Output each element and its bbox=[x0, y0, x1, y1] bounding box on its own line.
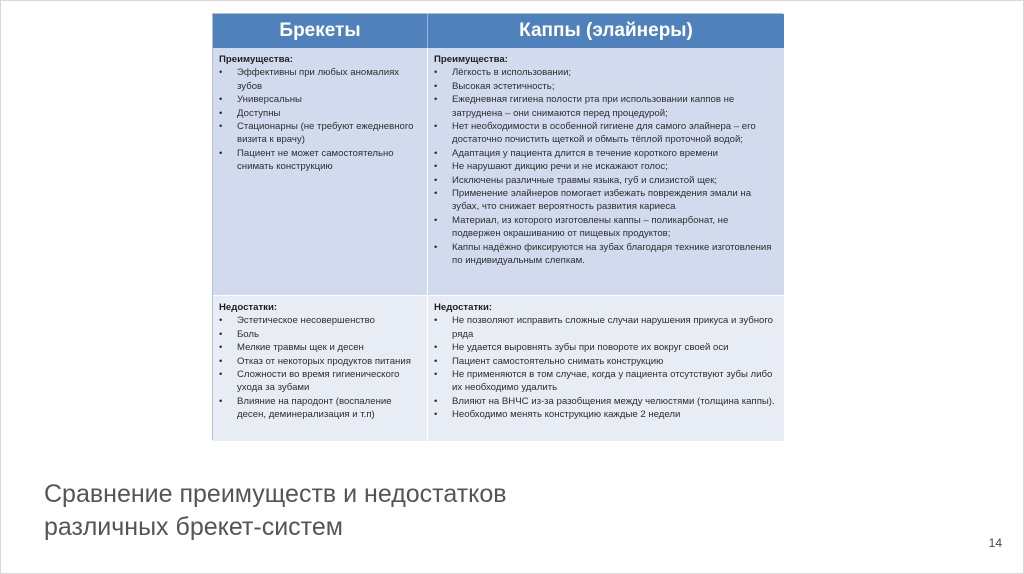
list-item: • Не применяются в том случае, когда у пациента отсутствуют зубы либо их необходимо удалить bbox=[434, 368, 778, 395]
aligners-pros-title: Преимущества: bbox=[434, 54, 508, 65]
list-item: • Влияют на ВНЧС из-за разобщения между челюстями (толщина каппы). bbox=[434, 395, 778, 408]
list-item: • Применение элайнеров помогает избежать повреждения эмали на зубах, что снижает вероятность развития кариеса bbox=[434, 187, 778, 214]
braces-cons-list bbox=[219, 314, 421, 421]
list-item: • Адаптация у пациента длится в течение короткого времени bbox=[434, 147, 778, 160]
list-item: • Не удается выровнять зубы при повороте их вокруг своей оси bbox=[434, 341, 778, 354]
aligners-cons-title: Недостатки: bbox=[434, 302, 493, 313]
braces-pros-cell bbox=[213, 48, 427, 296]
slide-title-line-1: Сравнение преимуществ и недостатков bbox=[44, 480, 507, 508]
aligners-pros-list bbox=[434, 66, 778, 267]
list-item: • Мелкие травмы щек и десен bbox=[219, 341, 421, 354]
slide-title bbox=[44, 478, 744, 544]
comparison-table bbox=[212, 13, 783, 440]
list-item: • Ежедневная гигиена полости рта при использовании каппов не затруднена – они снимаются перед процедурой; bbox=[434, 93, 778, 120]
braces-cons-cell bbox=[213, 296, 427, 441]
aligners-cons-cell bbox=[427, 296, 784, 441]
list-item: • Доступны bbox=[219, 107, 421, 120]
list-item: • Высокая эстетичность; bbox=[434, 80, 778, 93]
header-braces: Брекеты bbox=[213, 14, 427, 48]
list-item: • Нет необходимости в особенной гигиене для самого элайнера – его достаточно почистить щеткой и обмыть тёплой проточной водой; bbox=[434, 120, 778, 147]
list-item: • Стационарны (не требуют ежедневного визита к врачу) bbox=[219, 120, 421, 147]
list-item: • Универсальны bbox=[219, 93, 421, 106]
page-number: 14 bbox=[988, 536, 1002, 550]
list-item: • Лёгкость в использовании; bbox=[434, 66, 778, 79]
list-item: • Необходимо менять конструкцию каждые 2 недели bbox=[434, 408, 778, 421]
list-item: • Пациент самостоятельно снимать конструкцию bbox=[434, 355, 778, 368]
list-item: • Боль bbox=[219, 328, 421, 341]
list-item: • Отказ от некоторых продуктов питания bbox=[219, 355, 421, 368]
slide-title-line-2: различных брекет-систем bbox=[44, 513, 343, 541]
list-item: • Исключены различные травмы языка, губ и слизистой щек; bbox=[434, 174, 778, 187]
list-item: • Каппы надёжно фиксируются на зубах благодаря технике изготовления по индивидуальным слепкам. bbox=[434, 241, 778, 268]
braces-cons-title: Недостатки: bbox=[219, 302, 278, 313]
list-item: • Не позволяют исправить сложные случаи нарушения прикуса и зубного ряда bbox=[434, 314, 778, 341]
aligners-cons-list bbox=[434, 314, 778, 421]
list-item: • Не нарушают дикцию речи и не искажают голос; bbox=[434, 160, 778, 173]
list-item: • Сложности во время гигиенического ухода за зубами bbox=[219, 368, 421, 395]
braces-pros-list bbox=[219, 66, 421, 173]
list-item: • Материал, из которого изготовлены каппы – поликарбонат, не подвержен окрашиванию от пищевых продуктов; bbox=[434, 214, 778, 241]
list-item: • Влияние на пародонт (воспаление десен, деминерализация и т.п) bbox=[219, 395, 421, 422]
list-item: • Пациент не может самостоятельно снимать конструкцию bbox=[219, 147, 421, 174]
list-item: • Эстетическое несовершенство bbox=[219, 314, 421, 327]
header-aligners: Каппы (элайнеры) bbox=[427, 14, 784, 48]
braces-pros-title: Преимущества: bbox=[219, 54, 293, 65]
list-item: • Эффективны при любых аномалиях зубов bbox=[219, 66, 421, 93]
aligners-pros-cell bbox=[427, 48, 784, 296]
